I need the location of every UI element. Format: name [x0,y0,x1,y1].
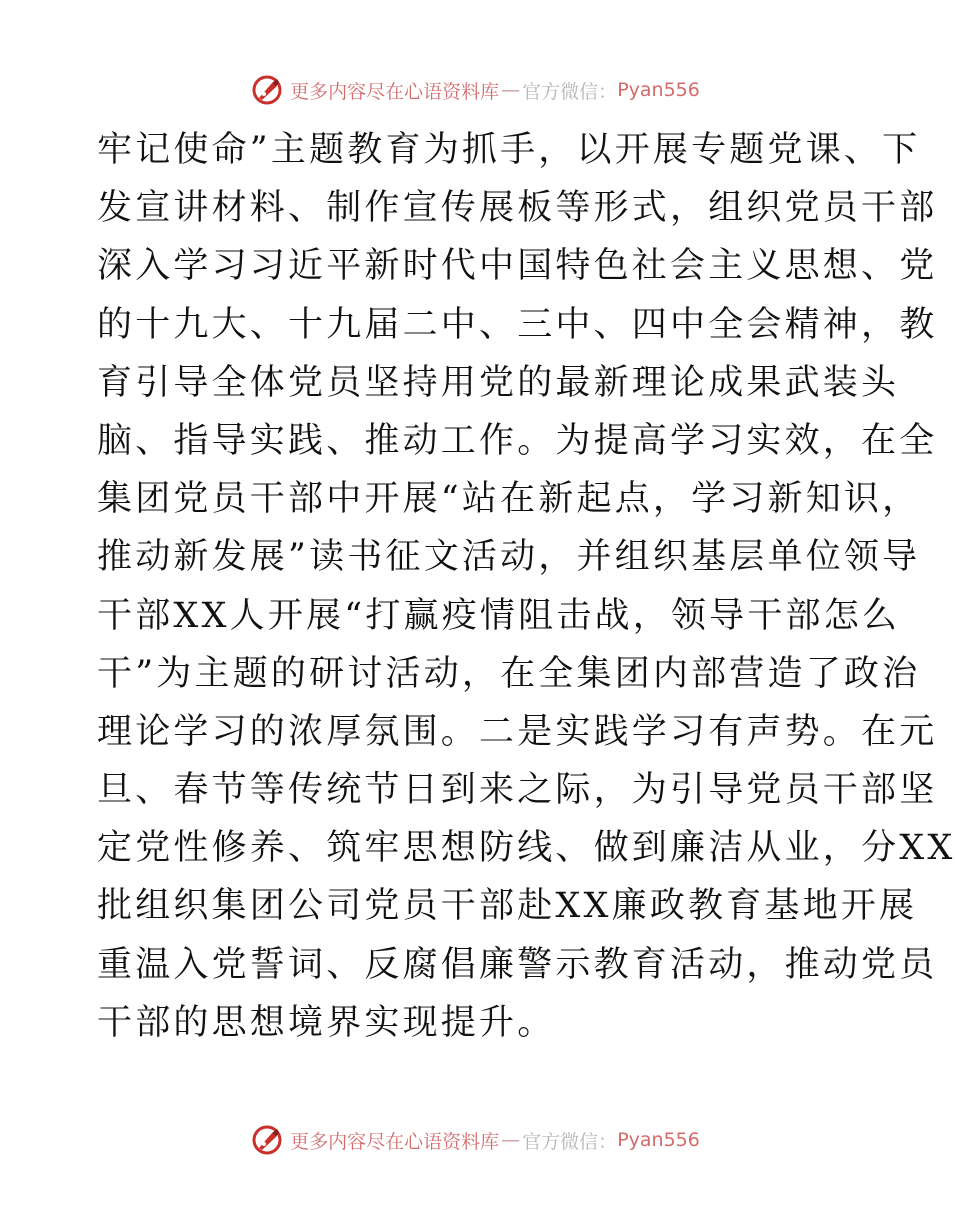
watermark-wechat-id: Pyan556 [617,79,700,101]
text-line: 的十九大、十九届二中、三中、四中全会精神，教 [97,304,938,345]
document-body [97,121,955,1052]
text-line: 深入学习习近平新时代中国特色社会主义思想、党 [97,246,938,287]
text-line: 干部XX人开展“打赢疫情阻击战，领导干部怎么 [97,595,901,636]
pen-nib-logo-icon [250,1123,284,1157]
text-line: 重温入党誓词、反腐倡廉警示教育活动，推动党员 [97,944,938,985]
text-line: 发宣讲材料、制作宣传展板等形式，组织党员干部 [97,188,938,229]
footer-watermark [0,1120,950,1160]
text-line: 干”为主题的研讨活动，在全集团内部营造了政治 [97,653,921,694]
watermark-text: 更多内容尽在心语资料库 [290,1130,500,1153]
text-line: 推动新发展”读书征文活动，并组织基层单位领导 [97,537,921,578]
text-line: 脑、指导实践、推动工作。为提高学习实效，在全 [97,420,938,461]
text-line: 旦、春节等传统节日到来之际，为引导党员干部坚 [97,770,938,811]
text-line: 定党性修养、筑牢思想防线、做到廉洁从业，分XX [97,828,955,869]
text-line: 集团党员干部中开展“站在新起点，学习新知识， [97,479,921,520]
text-line: 理论学习的浓厚氛围。二是实践学习有声势。在元 [97,711,938,752]
watermark-text: 更多内容尽在心语资料库 [290,80,500,103]
pen-nib-logo-icon [250,73,284,107]
watermark-wechat-id: Pyan556 [617,1129,700,1151]
watermark-dash: — [501,79,521,101]
watermark-official-label: 官方微信： [522,1130,618,1153]
watermark-official-label: 官方微信： [522,80,618,103]
watermark-dash: — [501,1129,521,1151]
text-line: 批组织集团公司党员干部赴XX廉政教育基地开展 [97,886,918,927]
text-line: 干部的思想境界实现提升。 [97,1002,556,1043]
header-watermark [0,70,950,110]
text-line: 牢记使命”主题教育为抓手，以开展专题党课、下 [97,130,921,170]
text-line: 育引导全体党员坚持用党的最新理论成果武装头 [97,362,900,403]
